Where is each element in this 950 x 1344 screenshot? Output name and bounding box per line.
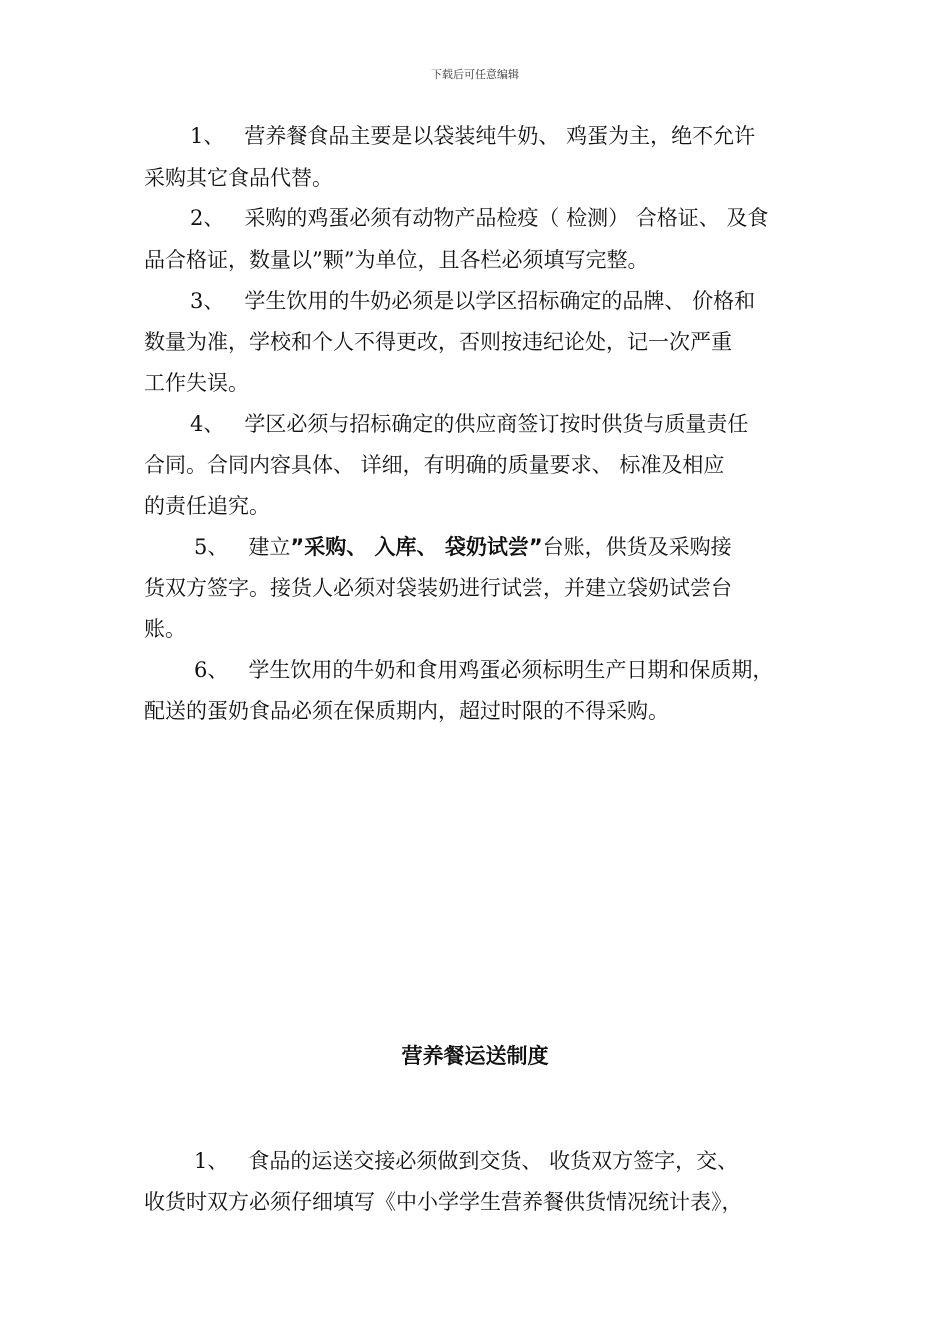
section-title: 营养餐运送制度 xyxy=(401,1044,549,1068)
item-1-line-2: 采购其它食品代替。 xyxy=(144,166,333,190)
item-4-line-3: 的责任追究。 xyxy=(144,494,270,518)
item-5-line-1: 5、 建立”采购、 入库、 袋奶试尝”台账，供货及采购接 xyxy=(194,535,732,559)
item-6-line-2: 配送的蛋奶食品必须在保质期内，超过时限的不得采购。 xyxy=(144,699,669,723)
item-4-line-1: 4、 学区必须与招标确定的供应商签订按时供货与质量责任 xyxy=(190,412,749,436)
item-2-line-2: 品合格证，数量以”颗”为单位，且各栏必须填写完整。 xyxy=(144,248,649,272)
section-item-1-line-1: 1、 食品的运送交接必须做到交货、 收货双方签字，交、 xyxy=(194,1149,739,1173)
item-3-line-3: 工作失误。 xyxy=(144,371,249,395)
item-3-line-2: 数量为准，学校和个人不得更改，否则按违纪论处，记一次严重 xyxy=(144,330,732,354)
item-2-line-1: 2、 采购的鸡蛋必须有动物产品检疫（ 检测） 合格证、 及食 xyxy=(190,206,769,230)
item-5-line-3: 账。 xyxy=(144,617,186,641)
item-3-line-1: 3、 学生饮用的牛奶必须是以学区招标确定的品牌、 价格和 xyxy=(190,289,756,313)
item-5-bold-phrase: ”采购、 入库、 袋奶试尝” xyxy=(290,535,543,559)
item-1-line-1: 1、 营养餐食品主要是以袋装纯牛奶、 鸡蛋为主，绝不允许 xyxy=(190,124,756,148)
page-header: 下载后可任意编辑 xyxy=(431,68,519,81)
item-5-line-2: 货双方签字。接货人必须对袋装奶进行试尝，并建立袋奶试尝台 xyxy=(144,576,732,600)
section-item-1-line-2: 收货时双方必须仔细填写《中小学学生营养餐供货情况统计表》， xyxy=(144,1190,743,1214)
item-6-line-1: 6、 学生饮用的牛奶和食用鸡蛋必须标明生产日期和保质期， xyxy=(194,658,774,682)
item-4-line-2: 合同。合同内容具体、 详细，有明确的质量要求、 标准及相应 xyxy=(144,453,725,477)
